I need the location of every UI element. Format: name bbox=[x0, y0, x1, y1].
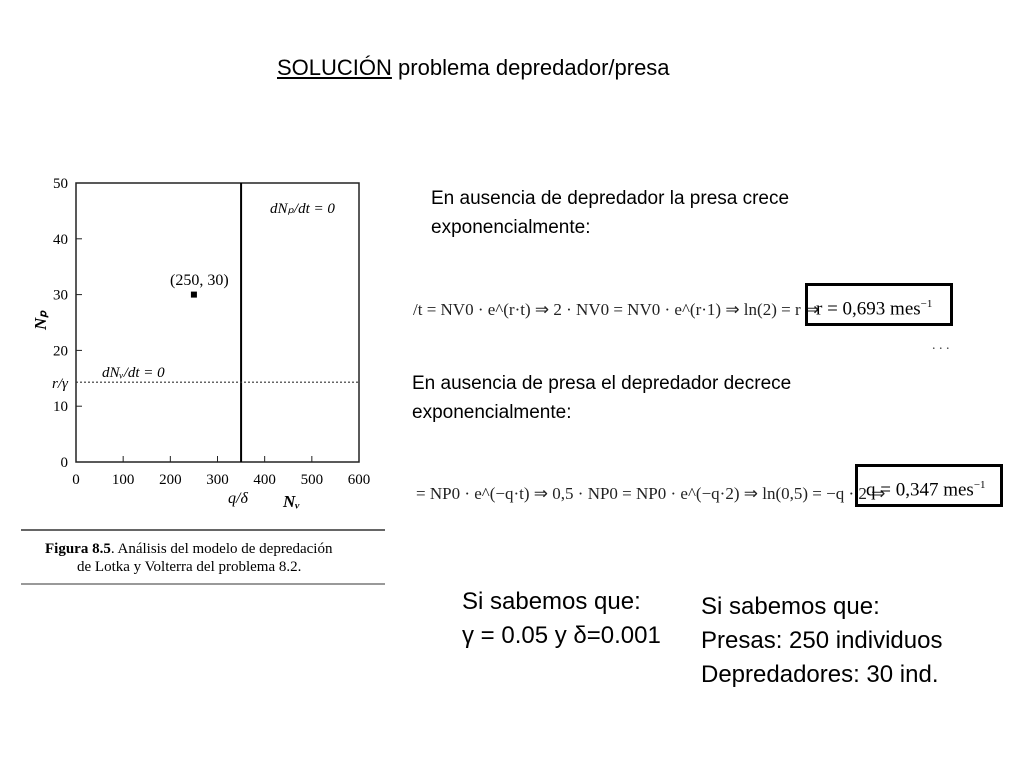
given-pop-prey: Presas: 250 individuos bbox=[701, 627, 943, 654]
x-tick-label: 0 bbox=[72, 472, 80, 488]
given-populations-block bbox=[701, 590, 942, 692]
note-prey: En ausencia de depredador la presa crece exponencialmente: bbox=[431, 188, 790, 238]
point-label: (250, 30) bbox=[170, 272, 229, 289]
title-underlined: SOLUCIÓN bbox=[277, 55, 392, 80]
y-axis-label: Nₚ bbox=[31, 310, 50, 330]
figure-caption-line2: de Lotka y Volterra del problema 8.2. bbox=[77, 559, 302, 575]
result-r-exp: −1 bbox=[920, 298, 933, 310]
result-q-exp: −1 bbox=[973, 479, 986, 491]
iso-h-label: dNᵥ/dt = 0 bbox=[102, 365, 165, 381]
given-pop-predators: Depredadores: 30 ind. bbox=[701, 661, 939, 688]
result-box-r bbox=[805, 283, 953, 326]
y-tick-label: 40 bbox=[53, 231, 68, 248]
y-tick-label: 20 bbox=[53, 343, 68, 360]
y-tick-label: 0 bbox=[60, 455, 68, 471]
figure-caption-line1 bbox=[45, 541, 333, 557]
iso-v-label: dNₚ/dt = 0 bbox=[270, 201, 335, 217]
y-tick-group bbox=[53, 176, 82, 471]
r-gamma-label: r/γ bbox=[52, 376, 68, 392]
x-axis-label: Nᵥ bbox=[283, 492, 300, 511]
given-params-block bbox=[462, 585, 661, 653]
given-params-heading: Si sabemos que: bbox=[462, 588, 641, 615]
x-tick-label: 300 bbox=[206, 472, 229, 488]
y-tick-label: 30 bbox=[53, 287, 68, 304]
caption-rest: . Análisis del modelo de depredación bbox=[110, 541, 333, 557]
figure-chart bbox=[0, 0, 400, 600]
result-r-text: r = 0,693 mes bbox=[816, 298, 921, 320]
x-tick-label: 600 bbox=[347, 472, 371, 488]
given-params-values: γ = 0.05 y δ=0.001 bbox=[462, 622, 661, 649]
title-rest: problema depredador/presa bbox=[391, 55, 670, 80]
q-delta-label: q/δ bbox=[228, 490, 248, 507]
y-tick-label: 50 bbox=[53, 176, 68, 192]
x-tick-label: 100 bbox=[111, 472, 135, 488]
equation-predator: = NP0 · e^(−q·t) ⇒ 0,5 · NP0 = NP0 · e^(−q·2) ⇒ ln(0,5) = −q · 2 ⇒ bbox=[416, 484, 886, 503]
result-box-q bbox=[855, 464, 1003, 507]
plot-frame bbox=[76, 183, 359, 462]
given-pop-heading: Si sabemos que: bbox=[701, 593, 880, 620]
equation-prey: /t = NV0 · e^(r·t) ⇒ 2 · NV0 = NV0 · e^(r·1) ⇒ ln(2) = r ⇒ bbox=[413, 300, 820, 319]
caption-bold: Figura 8.5 bbox=[45, 541, 111, 557]
x-tick-label: 200 bbox=[159, 472, 182, 488]
y-tick-label: 10 bbox=[53, 399, 68, 416]
x-tick-group bbox=[72, 456, 370, 488]
x-tick-label: 400 bbox=[253, 472, 276, 488]
x-tick-label: 500 bbox=[300, 472, 324, 488]
result-q-text: q = 0,347 mes bbox=[866, 479, 974, 501]
note-predator: En ausencia de presa el depredador decrece exponencialmente: bbox=[412, 373, 792, 423]
equilibrium-point bbox=[191, 292, 197, 298]
scan-dots-1: . . . bbox=[932, 338, 950, 353]
